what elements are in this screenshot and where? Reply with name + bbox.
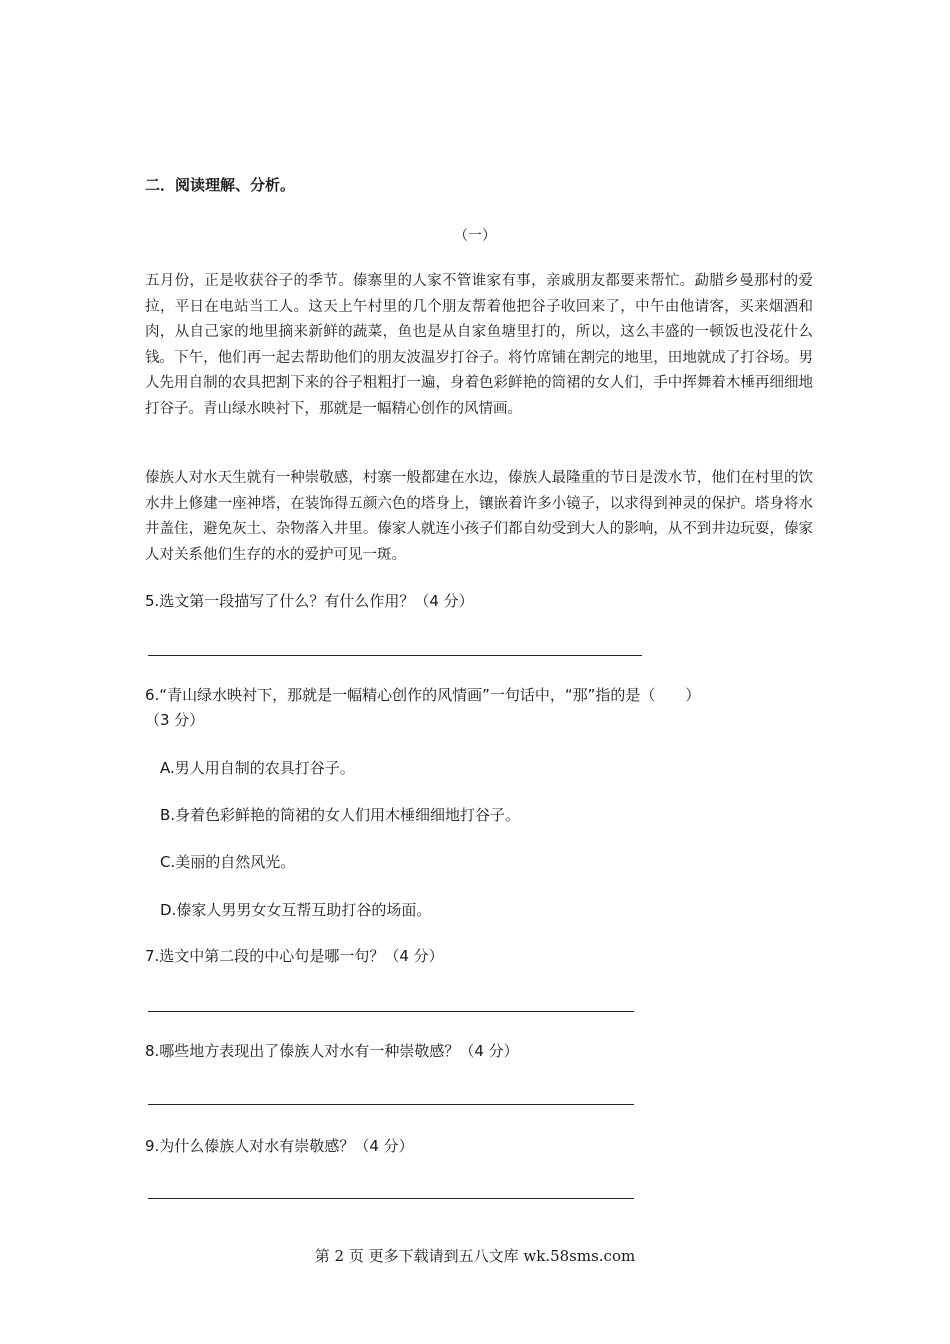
option-b[interactable]: B.身着色彩鲜艳的筒裙的女人们用木棰细细地打谷子。 <box>160 806 521 824</box>
question-6 <box>145 683 805 733</box>
question-6-text: 6.“青山绿水映衬下，那就是一幅精心创作的风情画”一句话中，“那”指的是（ ） <box>145 686 701 704</box>
answer-line-5[interactable] <box>148 655 642 656</box>
answer-line-8[interactable] <box>148 1104 634 1105</box>
option-d[interactable]: D.傣家人男男女女互帮互助打谷的场面。 <box>160 901 432 919</box>
answer-line-9[interactable] <box>148 1198 634 1199</box>
passage-paragraph-2: 傣族人对水天生就有一种崇敬感，村寨一般都建在水边，傣族人最隆重的节日是泼水节，他们在村里的饮水井上修建一座神塔，在装饰得五颜六色的塔身上，镶嵌着许多小镜子，以求得到神灵的保护。塔身将水井盖住，避免灰土、杂物落入井里。傣家人就连小孩子们都自幼受到大人的影响，从不到井边玩耍，傣家人对关系他们生存的水的爱护可见一斑。 <box>145 470 813 563</box>
question-9: 9.为什么傣族人对水有崇敬感？（4 分） <box>145 1137 414 1155</box>
question-6-points: （3 分） <box>145 711 205 729</box>
question-7: 7.选文中第二段的中心句是哪一句？（4 分） <box>145 947 444 965</box>
section-title: 二．阅读理解、分析。 <box>145 176 296 194</box>
answer-line-7[interactable] <box>148 1011 634 1012</box>
option-c[interactable]: C.美丽的自然风光。 <box>160 853 296 871</box>
passage-paragraph-1: 五月份，正是收获谷子的季节。傣寨里的人家不管谁家有事，亲戚朋友都要来帮忙。勐腊乡曼那村的爱拉，平日在电站当工人。这天上午村里的几个朋友帮着他把谷子收回来了，中午由他请客，买来烟酒和肉，从自己家的地里摘来新鲜的蔬菜，鱼也是从自家鱼塘里打的，所以，这么丰盛的一顿饭也没花什么钱。下午，他们再一起去帮助他们的朋友波温岁打谷子。将竹席铺在割完的地里，田地就成了打谷场。男人先用自制的农具把割下来的谷子粗粗打一遍，身着色彩鲜艳的筒裙的女人们，手中挥舞着木棰再细细地打谷子。青山绿水映衬下，那就是一幅精心创作的风情画。 <box>145 273 813 417</box>
passage-number: （一） <box>454 228 496 244</box>
question-8: 8.哪些地方表现出了傣族人对水有一种崇敬感？（4 分） <box>145 1042 519 1060</box>
option-a[interactable]: A.男人用自制的农具打谷子。 <box>160 759 355 777</box>
question-5: 5.选文第一段描写了什么？有什么作用？（4 分） <box>145 592 474 610</box>
page-footer: 第 2 页 更多下载请到五八文库 wk.58sms.com <box>314 1247 636 1265</box>
